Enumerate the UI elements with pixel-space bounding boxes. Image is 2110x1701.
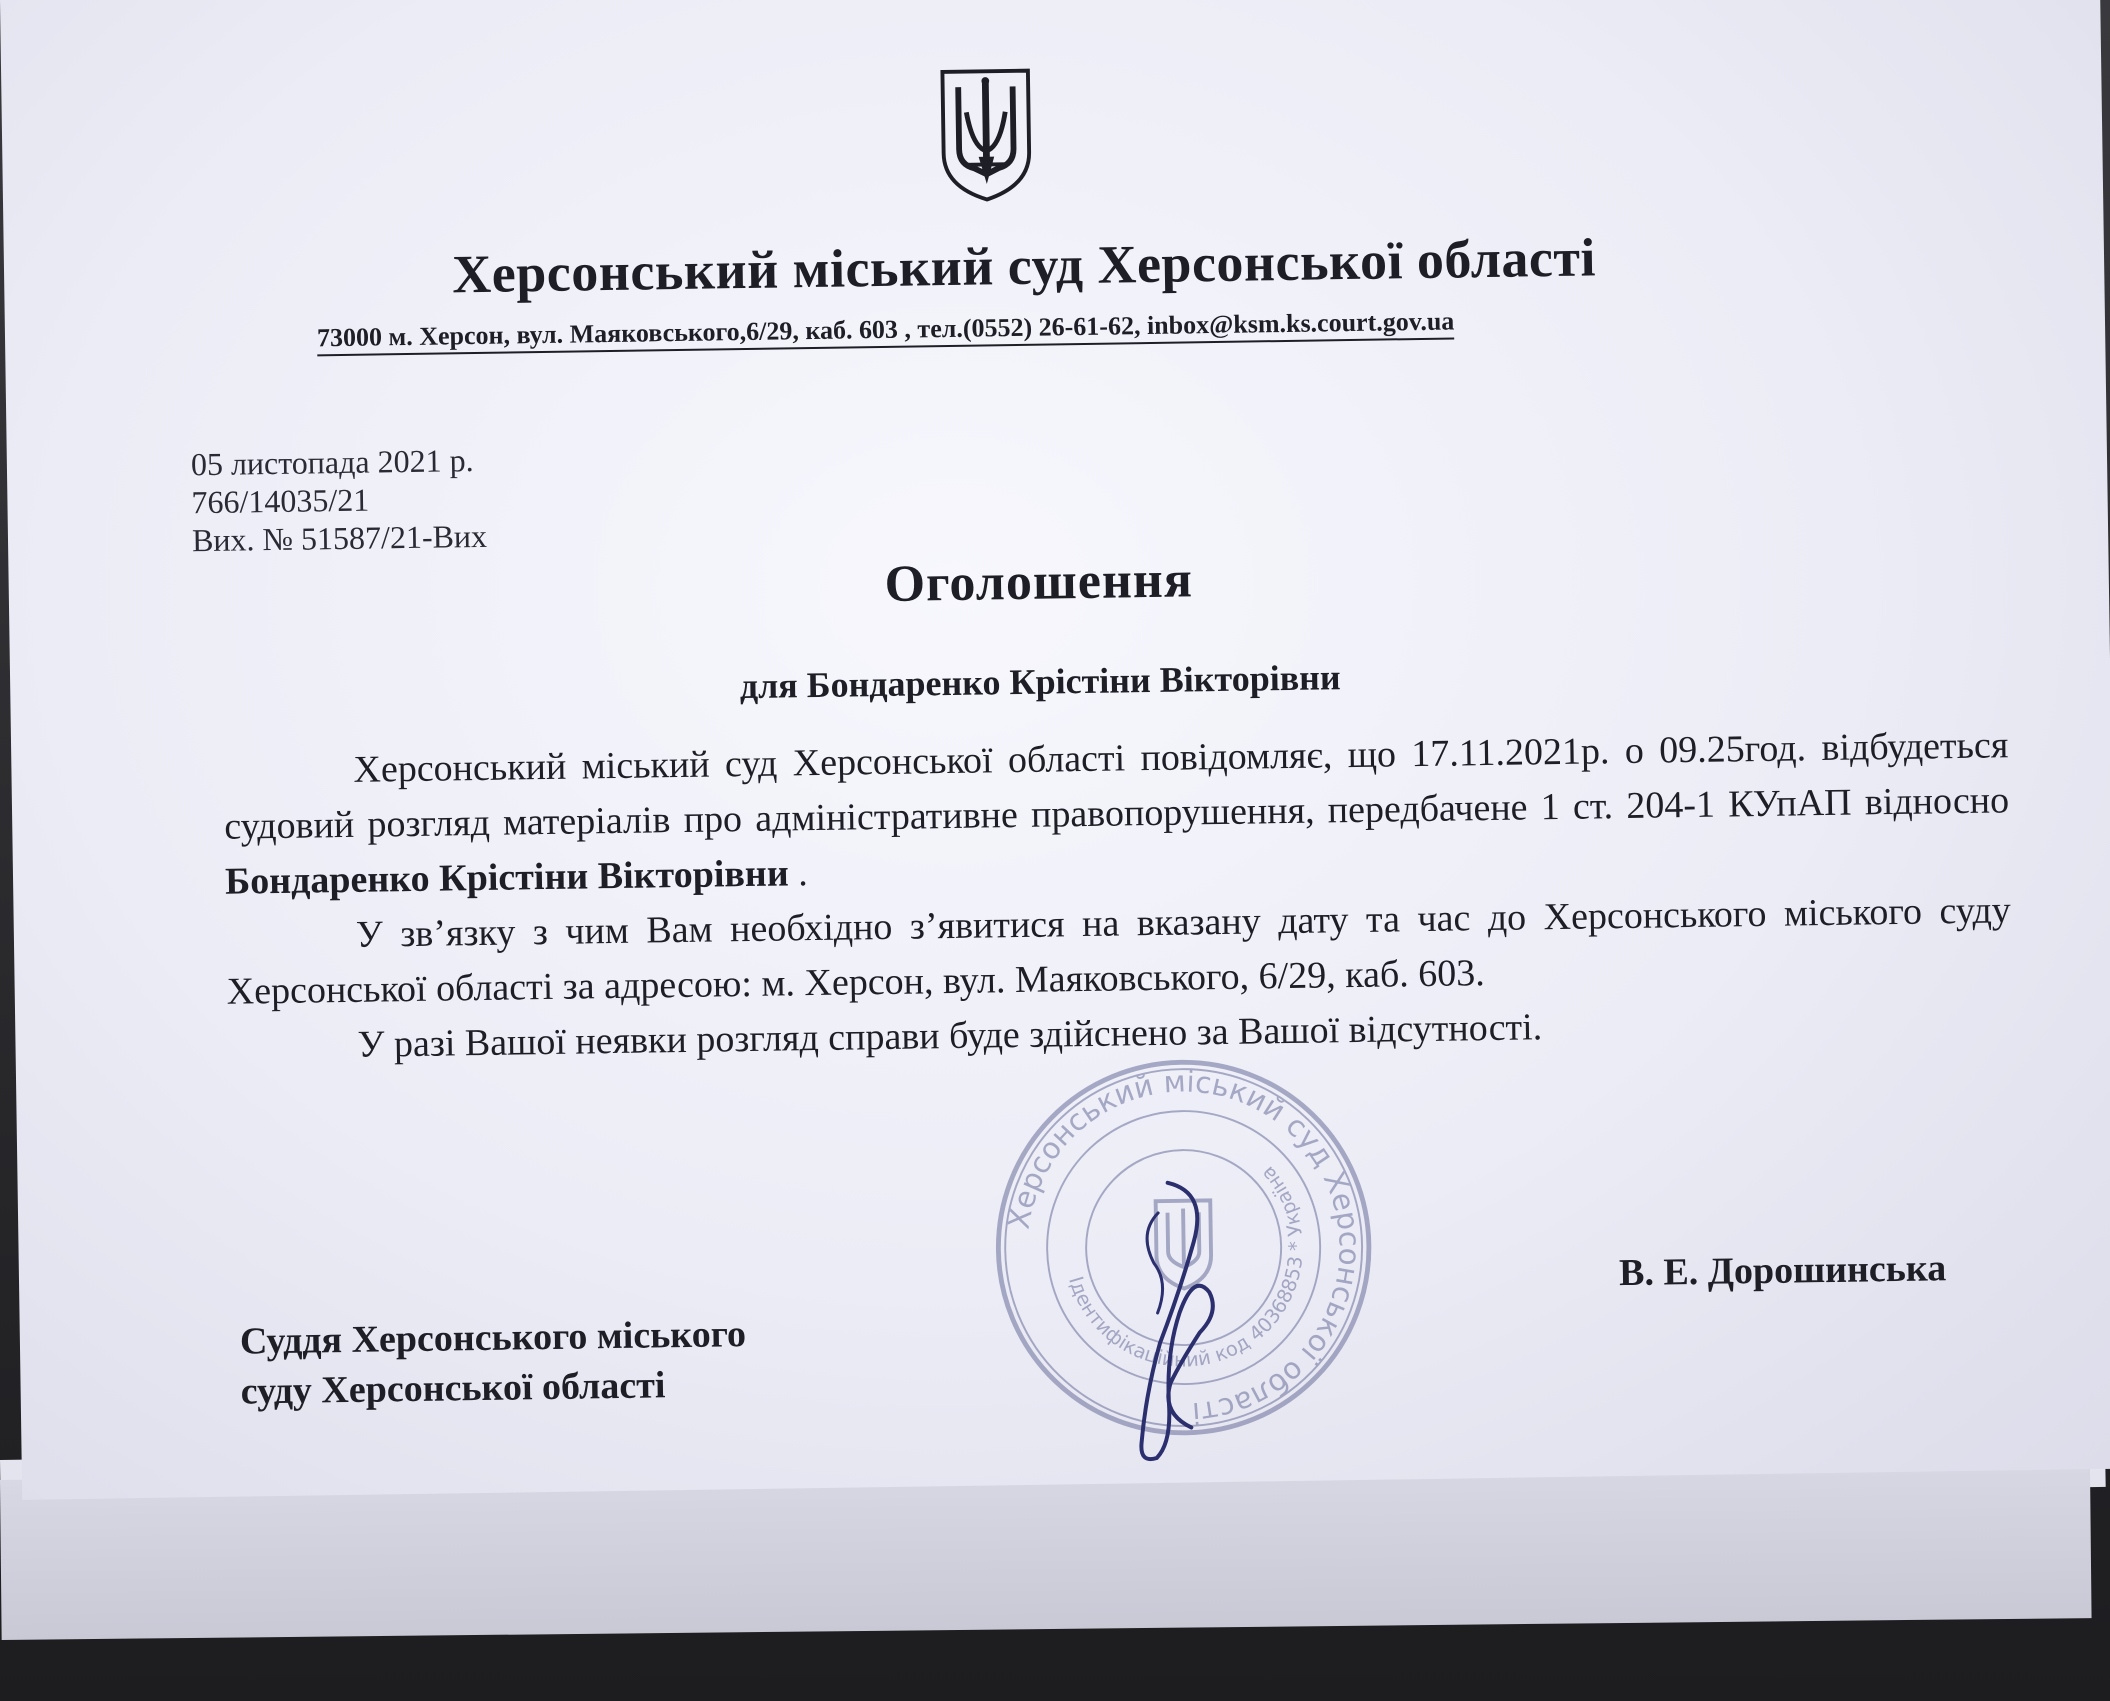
- paragraph-hearing: [223, 718, 2010, 909]
- document-meta: [191, 441, 488, 559]
- person-name: Бондаренко Крістіни Вікторівни: [224, 852, 789, 903]
- document-title: Оголошення: [884, 551, 1194, 613]
- paragraph-hearing-text: Херсонський міський суд Херсонської області повідомляє, що 17.11.2021р. о 09.25год. відбудеться судовий розгляд матеріалів про адміністративне правопорушення, передбачене 1 ст. 204-1 КУпАП відносно: [223, 724, 2010, 848]
- stamp-inner-text: Ідентифікаційний код 40368853 * Україна: [1064, 1161, 1308, 1372]
- outgoing-number: Вих. № 51587/21-Вих: [191, 517, 488, 559]
- case-number: 766/14035/21: [191, 481, 370, 521]
- judge-title: [240, 1309, 748, 1416]
- trident-icon: [936, 67, 1036, 204]
- judge-title-line2: суду Херсонської області: [240, 1364, 666, 1413]
- handwritten-signature-icon: [1098, 1172, 1252, 1474]
- paragraph-absence: У разі Вашої неявки розгляд справи буде здійснено за Вашої відсутності.: [357, 1006, 1543, 1066]
- stamp-outer-text: Херсонський міський суд Херсонської області: [1001, 1064, 1367, 1431]
- judge-name: В. Е. Дорошинська: [1618, 1247, 1947, 1295]
- paragraph-hearing-end: .: [788, 852, 808, 895]
- document-body: [223, 718, 2013, 1074]
- court-name: Херсонський міський суд Херсонської області: [451, 227, 1597, 305]
- document-date: 05 листопада 2021 р.: [190, 442, 474, 483]
- judge-title-line1: Суддя Херсонського міського: [239, 1313, 747, 1363]
- addressee: для Бондаренко Крістіни Вікторівни: [739, 657, 1341, 707]
- court-address: 73000 м. Херсон, вул. Маяковського,6/29, каб. 603 , тел.(0552) 26-61-62, inbox@ksm.ks.court.gov.ua: [317, 306, 1455, 356]
- paragraph-appearance: У зв’язку з чим Вам необхідно з’явитися на вказану дату та час до Херсонського міського суду Херсонської області за адресою: м. Херсон, вул. Маяковського, 6/29, каб. 603.: [226, 889, 2012, 1013]
